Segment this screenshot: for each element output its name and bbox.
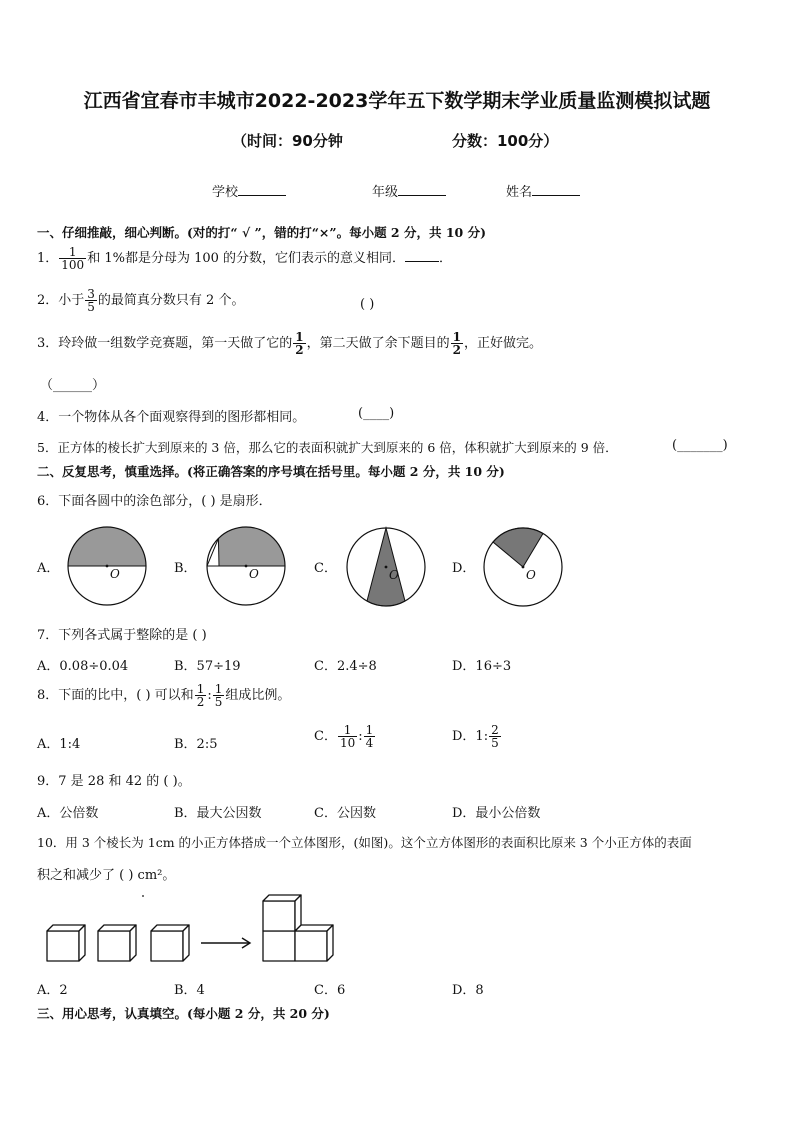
question-8 [37,683,290,708]
school-field [212,181,286,200]
q9-option-a[interactable]: A．公倍数 [37,806,99,821]
school-blank[interactable] [238,183,286,196]
q8-option-b[interactable]: B．2:5 [174,737,218,752]
q4-answer-paren[interactable]: (____) [358,406,395,421]
q9-option-b[interactable]: B．最大公因数 [174,806,262,821]
q6-circle-c [346,527,426,607]
combined-cubes [263,895,333,961]
q8-text-b: 组成比例。 [225,688,291,703]
question-1 [37,246,452,271]
q8-option-c-label: C． [314,729,337,744]
question-9: 9．7 是 28 和 42 的 ( )。 [37,774,191,789]
q6-center-label-c: O [389,568,399,582]
section1-heading: 一、仔细推敲，细心判断。(对的打“ √ ”，错的打“×”。每小题 2 分，共 10 分) [37,225,486,240]
q1-answer-blank[interactable] [405,250,439,262]
q3-text-c: ，正好做完。 [464,336,543,351]
q10-option-c[interactable]: C．6 [314,983,346,998]
q1-number: 1． [37,251,59,266]
q2-fraction: $\frac{3}{5}$ [87,287,95,314]
school-label: 学校 [212,185,239,200]
q1-end: ． [439,251,453,266]
q8-option-c-frac1: $\frac{1}{10}$ [339,723,356,750]
q1-fraction: $\frac{1}{100}$ [61,245,85,272]
q10-option-a[interactable]: A．2 [37,983,68,998]
q3-fraction-2: $\frac{1}{2}$ [452,330,462,357]
q6-circle-b [206,526,286,606]
q8-option-d-label: D．1: [452,729,489,744]
q8-option-d-frac: $\frac{2}{5}$ [491,723,499,750]
q9-option-d[interactable]: D．最小公倍数 [452,806,541,821]
section3-heading: 三、用心思考，认真填空。(每小题 2 分，共 20 分) [37,1006,330,1021]
q8-option-d[interactable] [452,724,502,749]
q7-option-a[interactable]: A．0.08÷0.04 [37,659,129,674]
q8-option-c[interactable]: C． $\frac{1}{10}$ : $\frac{1}{4}$ [314,723,374,750]
exam-time: （时间：90分钟 [232,132,343,150]
q2-text: 的最简真分数只有 2 个。 [97,293,245,308]
name-blank[interactable] [532,183,580,196]
question-7: 7．下列各式属于整除的是 ( ) [37,628,207,643]
name-field [506,181,580,200]
question-4: 4．一个物体从各个面观察得到的图形都相同。 [37,410,306,425]
exam-title: 江西省宜春市丰城市2022-2023学年五下数学期末学业质量监测模拟试题 [83,90,711,112]
question-5: 5．正方体的棱长扩大到原来的 3 倍，那么它的表面积就扩大到原来的 6 倍，体积就扩大到原来的 9 倍． [37,440,618,455]
q10-cube-figure [40,890,350,966]
q8-option-a[interactable]: A．1:4 [37,737,81,752]
q6-option-c[interactable]: C． [314,561,337,576]
q5-answer-paren[interactable]: (_______) [672,438,728,453]
q7-option-d[interactable]: D．16÷3 [452,659,512,674]
q6-center-label-d: O [526,568,536,582]
question-3 [37,331,542,356]
q8-option-c-frac2: $\frac{1}{4}$ [365,723,374,750]
q8-text-a: 8．下面的比中，( ) 可以和 [37,688,194,703]
q6-option-d[interactable]: D． [452,561,476,576]
q7-option-c[interactable]: C．2.4÷8 [314,659,377,674]
q3-answer-paren[interactable]: （______） [40,378,106,393]
question-6: 6．下面各圆中的涂色部分，( ) 是扇形． [37,494,272,509]
cube-2 [98,925,136,961]
name-label: 姓名 [506,185,533,200]
q6-center-label-a: O [110,567,120,581]
q7-option-b[interactable]: B．57÷19 [174,659,241,674]
q6-circle-d [483,527,563,607]
q6-center-label-b: O [249,567,259,581]
question-2 [37,288,244,313]
q1-text: 和 1%都是分母为 100 的分数，它们表示的意义相同． [87,251,406,266]
grade-label: 年级 [372,185,399,200]
q8-ratio-part1: $\frac{1}{2}$ [196,682,205,709]
q9-option-c[interactable]: C．公因数 [314,806,376,821]
cube-1 [47,925,85,961]
q3-text-b: ，第二天做了余下题目的 [306,336,450,351]
q6-option-a[interactable]: A． [37,561,60,576]
q2-number: 2．小于 [37,293,85,308]
exam-score: 分数：100分） [452,132,559,150]
q8-colon: : [207,688,212,703]
q8-ratio-part2: $\frac{1}{5}$ [214,682,223,709]
cube-3 [151,925,189,961]
q2-answer-paren[interactable]: ( ) [360,297,375,312]
grade-blank[interactable] [398,183,446,196]
grade-field [372,181,446,200]
question-10-line1: 10．用 3 个棱长为 1cm 的小正方体搭成一个立体图形，(如图)。这个立方体图形的表面积比原来 3 个小正方体的表面 [37,835,692,850]
q3-fraction-1: $\frac{1}{2}$ [295,330,304,357]
q3-text-a: 3．玲玲做一组数学竞赛题，第一天做了它的 [37,336,293,351]
question-10-line2: 积之和减少了 ( ) cm²。 [37,868,176,883]
q6-option-b[interactable]: B． [174,561,197,576]
section2-heading: 二、反复思考，慎重选择。(将正确答案的序号填在括号里。每小题 2 分，共 10 分) [37,464,505,479]
q10-option-b[interactable]: B．4 [174,983,205,998]
q6-circle-a [67,526,147,606]
q10-option-d[interactable]: D．8 [452,983,484,998]
